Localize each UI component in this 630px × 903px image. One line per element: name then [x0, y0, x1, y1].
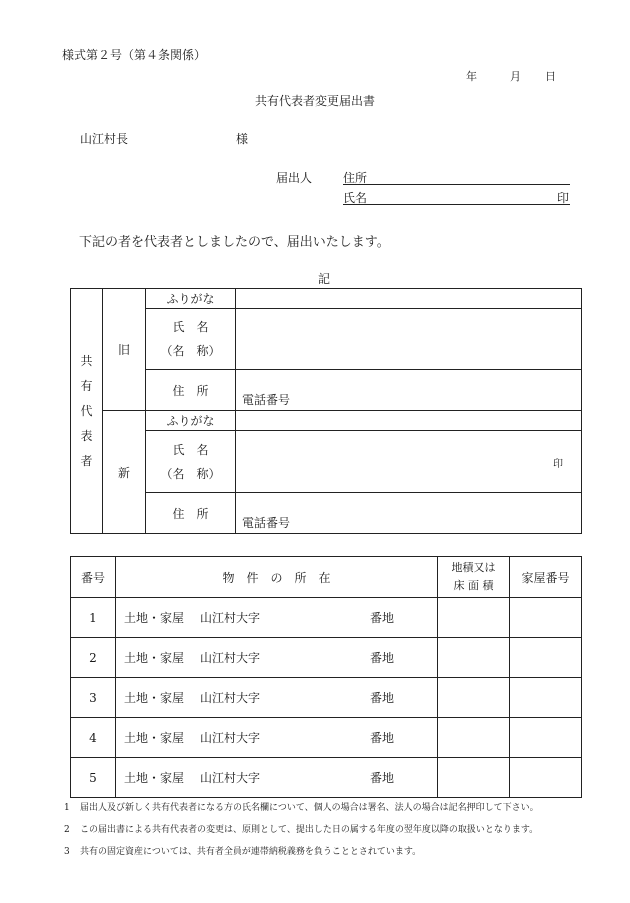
representative-table — [70, 288, 582, 534]
notifier-address-line[interactable] — [343, 184, 570, 185]
header-number: 番号 — [71, 557, 116, 598]
notifier-name-line[interactable] — [343, 204, 570, 205]
row-house-number-field[interactable] — [510, 718, 582, 758]
row-location[interactable]: 土地・家屋 山江村大字 番地 — [116, 638, 438, 678]
row-area-field[interactable] — [438, 638, 510, 678]
old-name-label: 氏 名 （名 称） — [146, 309, 236, 370]
row-house-number-field[interactable] — [510, 758, 582, 798]
page-title: 共有代表者変更届出書 — [255, 94, 376, 108]
rep-old-label: 旧 — [103, 289, 146, 411]
note-item: 3 共有の固定資産については、共有者全員が連帯納税義務を負うこととされています。 — [64, 847, 422, 857]
row-house-number-field[interactable] — [510, 678, 582, 718]
notifier-label: 届出人 — [276, 171, 313, 185]
row-house-number-field[interactable] — [510, 638, 582, 678]
notifier-address-label: 住所 — [343, 171, 368, 185]
row-area-field[interactable] — [438, 758, 510, 798]
ki-label: 記 — [318, 272, 331, 286]
new-furigana-label: ふりがな — [146, 411, 236, 431]
property-table — [70, 556, 582, 798]
row-location[interactable]: 土地・家屋 山江村大字 番地 — [116, 718, 438, 758]
old-phone-label: 電話番号 — [242, 393, 291, 407]
table-row — [71, 718, 582, 758]
row-area-field[interactable] — [438, 718, 510, 758]
old-furigana-field[interactable] — [236, 289, 582, 309]
row-location[interactable]: 土地・家屋 山江村大字 番地 — [116, 598, 438, 638]
row-number: 5 — [71, 758, 116, 798]
new-phone-label: 電話番号 — [242, 516, 291, 530]
addressee-name: 山江村長 — [80, 132, 129, 146]
new-furigana-field[interactable] — [236, 411, 582, 431]
form-number: 様式第２号（第４条関係） — [62, 48, 207, 62]
row-location[interactable]: 土地・家屋 山江村大字 番地 — [116, 678, 438, 718]
date-day: 日 — [545, 70, 556, 83]
note-item: 2 この届出書による共有代表者の変更は、原則として、提出した日の属する年度の翌年度以降の取扱いとなります。 — [64, 825, 539, 835]
note-item: 1 届出人及び新しく共有代表者になる方の氏名欄について、個人の場合は署名、法人の場合は記名押印して下さい。 — [64, 803, 539, 813]
table-row — [71, 598, 582, 638]
old-address-label: 住 所 — [146, 370, 236, 411]
row-number: 3 — [71, 678, 116, 718]
notifier-name-label: 氏名 — [343, 191, 368, 205]
row-number: 2 — [71, 638, 116, 678]
header-area: 地積又は 床 面 積 — [438, 557, 510, 598]
header-house-number: 家屋番号 — [510, 557, 582, 598]
table-row — [71, 758, 582, 798]
date-year: 年 — [466, 70, 477, 83]
table-row — [71, 678, 582, 718]
old-name-field[interactable] — [236, 309, 582, 370]
old-furigana-label: ふりがな — [146, 289, 236, 309]
new-address-field[interactable] — [236, 493, 582, 534]
row-area-field[interactable] — [438, 678, 510, 718]
row-location[interactable]: 土地・家屋 山江村大字 番地 — [116, 758, 438, 798]
row-area-field[interactable] — [438, 598, 510, 638]
new-name-seal: 印 — [553, 459, 563, 470]
table-row — [71, 638, 582, 678]
statement-text: 下記の者を代表者としましたので、届出いたします。 — [79, 235, 390, 250]
new-name-label: 氏 名 （名 称） — [146, 431, 236, 493]
row-house-number-field[interactable] — [510, 598, 582, 638]
row-number: 1 — [71, 598, 116, 638]
rep-new-label: 新 — [103, 411, 146, 534]
notifier-seal: 印 — [557, 191, 570, 205]
header-location: 物 件 の 所 在 — [116, 557, 438, 598]
new-address-label: 住 所 — [146, 493, 236, 534]
row-number: 4 — [71, 718, 116, 758]
date-month: 月 — [510, 70, 521, 83]
old-address-field[interactable] — [236, 370, 582, 411]
new-name-field[interactable] — [236, 431, 582, 493]
rep-group-label: 共 有 代 表 者 — [71, 289, 103, 534]
addressee-honorific: 様 — [236, 132, 249, 146]
